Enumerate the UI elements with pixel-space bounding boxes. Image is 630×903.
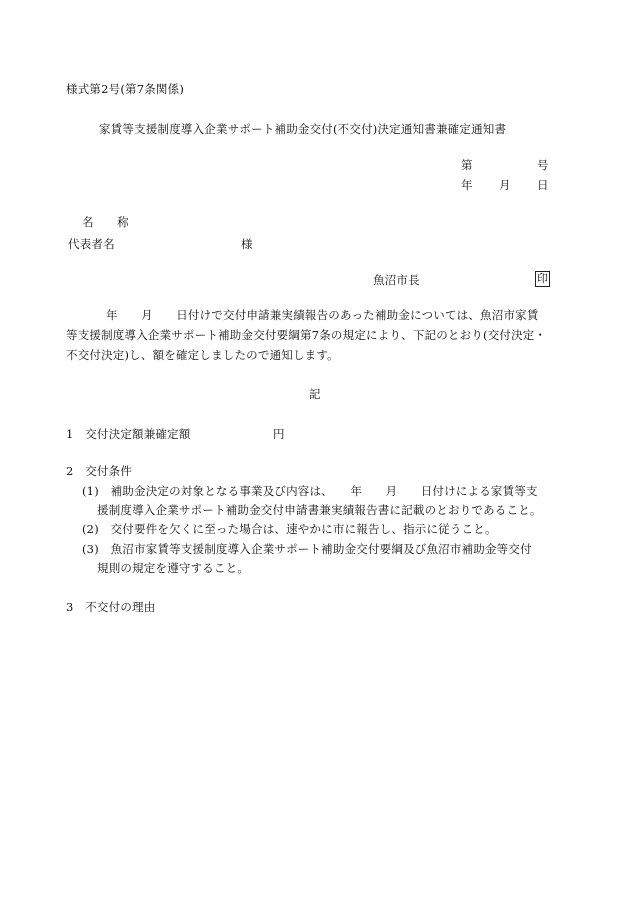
honorific: 様 [241,237,253,251]
issuer-title: 魚沼市長 [373,273,420,287]
date-day: 日 [537,178,549,192]
condition-1-line-1: (1) 補助金決定の対象となる事業及び内容は、 年 月 日付けによる家賃等支 [82,484,538,498]
date-month: 月 [499,178,511,192]
item-2-label: 2 交付条件 [66,464,133,478]
condition-1-line-2: 援制度導入企業サポート補助金交付申請書兼実績報告書に記載のとおりであること。 [97,503,542,517]
item-1-unit: 円 [273,427,285,441]
condition-3-line-2: 規則の規定を遵守すること。 [97,561,250,575]
seal-mark: 印 [537,272,549,285]
item-3-label: 3 不交付の理由 [66,600,156,614]
ki-heading: 記 [309,387,321,401]
addressee-name-label: 名 称 [82,215,129,229]
representative-label: 代表者名 [68,237,115,251]
body-line-2: 等支援制度導入企業サポート補助金交付要綱第7条の規定により、下記のとおり(交付決定・ [66,328,547,342]
body-line-1: 年 月 日付けで交付申請兼実績報告のあった補助金については、魚沼市家賃 [106,308,539,322]
body-line-3: 不交付決定)し、額を確定しましたので通知します。 [66,348,339,362]
number-label-prefix: 第 [461,158,473,172]
date-year: 年 [461,178,473,192]
condition-2-line-1: (2) 交付要件を欠くに至った場合は、速やかに市に報告し、指示に従うこと。 [82,522,497,536]
form-number: 様式第2号(第7条関係) [66,82,185,96]
condition-3-line-1: (3) 魚沼市家賃等支援制度導入企業サポート補助金交付要綱及び魚沼市補助金等交付 [82,542,532,556]
document-title: 家賃等支援制度導入企業サポート補助金交付(不交付)決定通知書兼確定通知書 [99,122,507,136]
number-label-suffix: 号 [537,158,549,172]
item-1-label: 1 交付決定額兼確定額 [66,427,191,441]
